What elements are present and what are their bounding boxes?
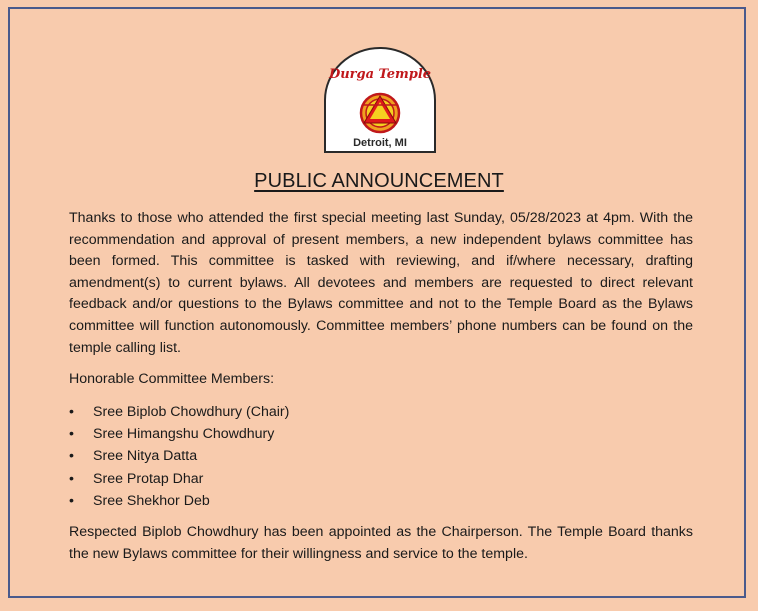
temple-emblem-icon (322, 45, 438, 155)
members-list (69, 401, 693, 512)
announcement-body (69, 208, 693, 565)
bullet-icon: • (69, 492, 74, 509)
closing-paragraph: Respected Biplob Chowdhury has been appointed as the Chairperson. The Temple Board thanks the new Bylaws committee for their willingness and service to the temple. (69, 524, 693, 562)
bullet-icon: • (69, 448, 74, 465)
bullet-icon: • (69, 426, 74, 443)
page-title: PUBLIC ANNOUNCEMENT (254, 170, 504, 192)
svg-text:Durga Temple: Durga Temple (328, 67, 432, 82)
member-name: Sree Protap Dhar (93, 470, 204, 487)
member-item (69, 468, 693, 490)
member-item (69, 423, 693, 445)
member-item (69, 401, 693, 423)
bullet-icon: • (69, 470, 74, 487)
bullet-icon: • (69, 403, 74, 420)
member-name: Sree Shekhor Deb (93, 492, 210, 509)
durga-temple-logo (322, 45, 438, 155)
member-item (69, 490, 693, 512)
member-name: Sree Biplob Chowdhury (Chair) (93, 403, 290, 420)
members-heading: Honorable Committee Members: (69, 371, 275, 388)
svg-text:Detroit, MI: Detroit, MI (353, 137, 407, 149)
member-item (69, 445, 693, 467)
member-name: Sree Nitya Datta (93, 448, 198, 465)
intro-paragraph: Thanks to those who attended the first special meeting last Sunday, 05/28/2023 at 4pm. With the recommendation and approval of present members, a new independent bylaws committee has been formed. This committee is tasked with reviewing, and if/where necessary, drafting amendment(s) to current bylaws. All devotees and members are requested to direct relevant feedback and/or questions to the Bylaws committee and not to the Temple Board as the Bylaws committee will function autonomously. Committee members’ phone numbers can be found on the temple calling list. (69, 210, 693, 356)
member-name: Sree Himangshu Chowdhury (93, 426, 275, 443)
